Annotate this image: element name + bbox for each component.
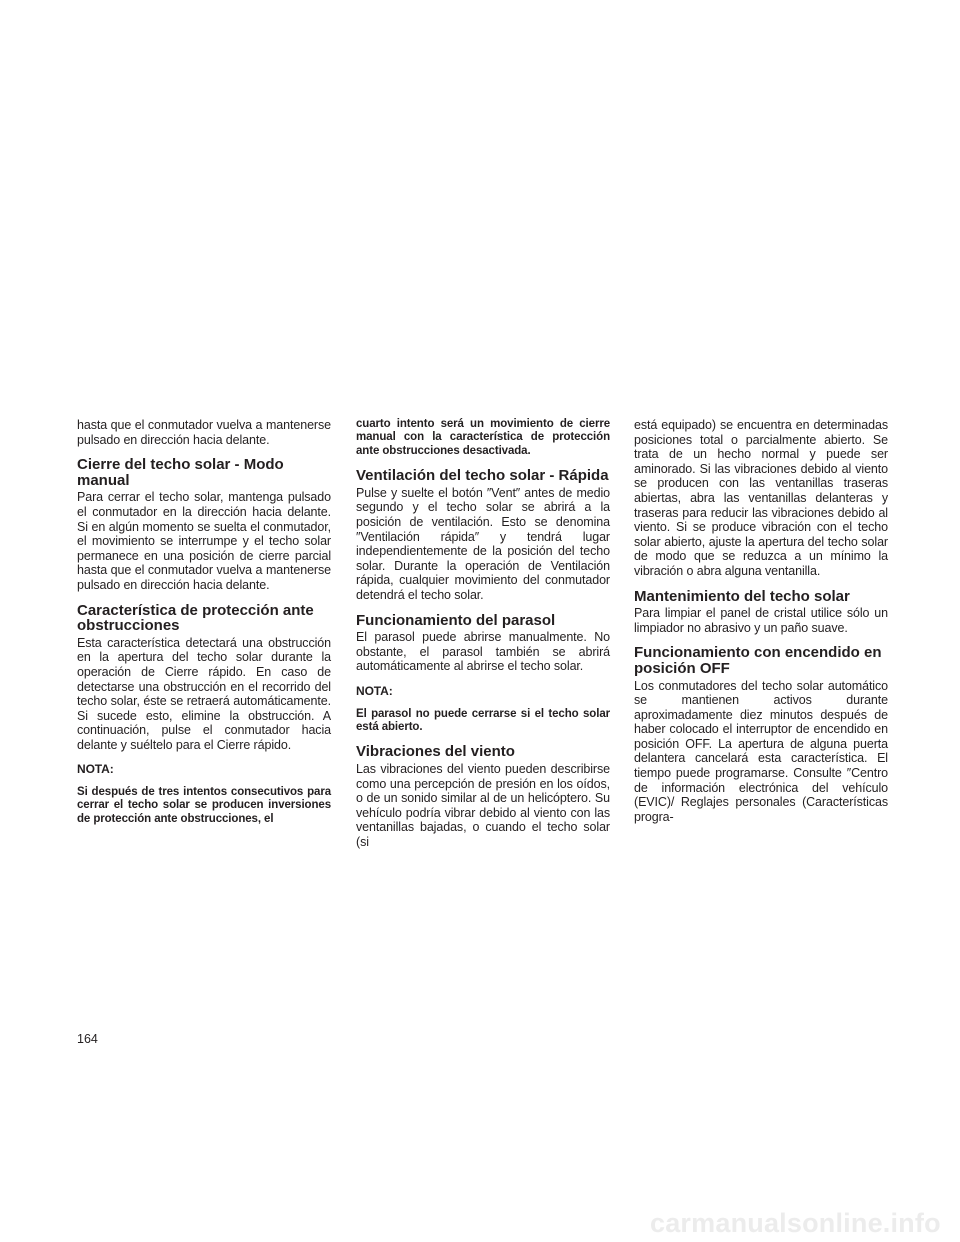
column-2 bbox=[356, 418, 610, 850]
column-3 bbox=[634, 418, 888, 824]
note-label-parasol: NOTA: bbox=[356, 683, 393, 698]
paragraph-intro: hasta que el conmutador vuelva a mantenerse pulsado en dirección hacia delante. bbox=[77, 418, 331, 447]
paragraph-ventilacion-rapida: Pulse y suelte el botón ″Vent″ antes de medio segundo y el techo solar se abrirá a la posición de ventilación. Esto se denomina ″Ventilación rápida″ y tendrá lugar independientemente de la posición del techo solar. Durante la operación de Ventilación rápida, cualquier movimiento del conmutador detendrá el techo solar. bbox=[356, 485, 610, 602]
note-text: Si después de tres intentos consecutivos para cerrar el techo solar se producen inversiones de protección ante obstrucciones, el bbox=[77, 786, 331, 825]
heading-vibraciones-viento: Vibraciones del viento bbox=[356, 743, 515, 761]
note-text-parasol: El parasol no puede cerrarse si el techo solar está abierto. bbox=[356, 707, 610, 733]
paragraph-proteccion-obstrucciones: Esta característica detectará una obstrucción en la apertura del techo solar durante la operación de Cierre rápido. En caso de detectarse una obstrucción en el recorrido del techo solar, éste se retraerá automáticamente. Si sucede esto, elimine la obstrucción. A continuación, pulse el conmutador hacia delante y suéltelo para el Cierre rápido. bbox=[77, 635, 331, 752]
paragraph-encendido-off: Los conmutadores del techo solar automático se mantienen activos durante aproximadamente diez minutos después de haber colocado el interruptor de encendido en posición OFF. La apertura de alguna puerta delantera cancelará esta característica. El tiempo puede programarse. Consulte ″Centro de información electrónica del vehículo (EVIC)/ Reglajes personales (Características progra- bbox=[634, 678, 888, 824]
note-text-continued: cuarto intento será un movimiento de cierre manual con la característica de protección ante obstrucciones desactivada. bbox=[356, 418, 610, 457]
paragraph-vibraciones-viento: Las vibraciones del viento pueden describirse como una percepción de presión en los oídos, o de un sonido similar al de un helicóptero. Su vehículo podría vibrar debido al viento con las ventanillas bajadas, o cuando el techo solar (si bbox=[356, 761, 610, 849]
heading-parasol: Funcionamiento del parasol bbox=[356, 611, 556, 629]
paragraph-vibraciones-continued: está equipado) se encuentra en determinadas posiciones total o parcialmente abierto. Se trata de un hecho normal y puede ser aminorado. Si las vibraciones debido al viento se producen con las ventanillas traseras abiertas, abra las ventanillas delanteras y traseras para reducir las vibraciones debido al viento. Si se produce vibración con el techo solar abierto, ajuste la apertura del techo solar de modo que se reduzca a un mínimo la vibración o abra alguna ventanilla. bbox=[634, 418, 888, 578]
page-number: 164 bbox=[77, 1032, 98, 1046]
heading-ventilacion-rapida: Ventilación del techo solar - Rápida bbox=[356, 467, 609, 485]
watermark-logo: carmanualsonline.info bbox=[650, 1208, 941, 1238]
column-1 bbox=[77, 418, 331, 826]
paragraph-parasol: El parasol puede abrirse manualmente. No obstante, el parasol también se abrirá automáticamente al abrirse el techo solar. bbox=[356, 630, 610, 674]
heading-cierre-manual: Cierre del techo solar - Modo manual bbox=[77, 456, 284, 489]
heading-encendido-off: Funcionamiento con encendido en posición OFF bbox=[634, 644, 882, 677]
note-label: NOTA: bbox=[77, 762, 114, 777]
paragraph-mantenimiento: Para limpiar el panel de cristal utilice sólo un limpiador no abrasivo y un paño suave. bbox=[634, 606, 888, 635]
paragraph-cierre-manual: Para cerrar el techo solar, mantenga pulsado el conmutador en la dirección hacia delante. Si en algún momento se suelta el conmutador, el movimiento se interrumpe y el techo solar permanece en una posición de cierre parcial hasta que el conmutador vuelva a mantenerse pulsado en dirección hacia delante. bbox=[77, 490, 331, 592]
heading-proteccion-obstrucciones: Característica de protección ante obstrucciones bbox=[77, 601, 314, 635]
heading-mantenimiento: Mantenimiento del techo solar bbox=[634, 587, 850, 605]
